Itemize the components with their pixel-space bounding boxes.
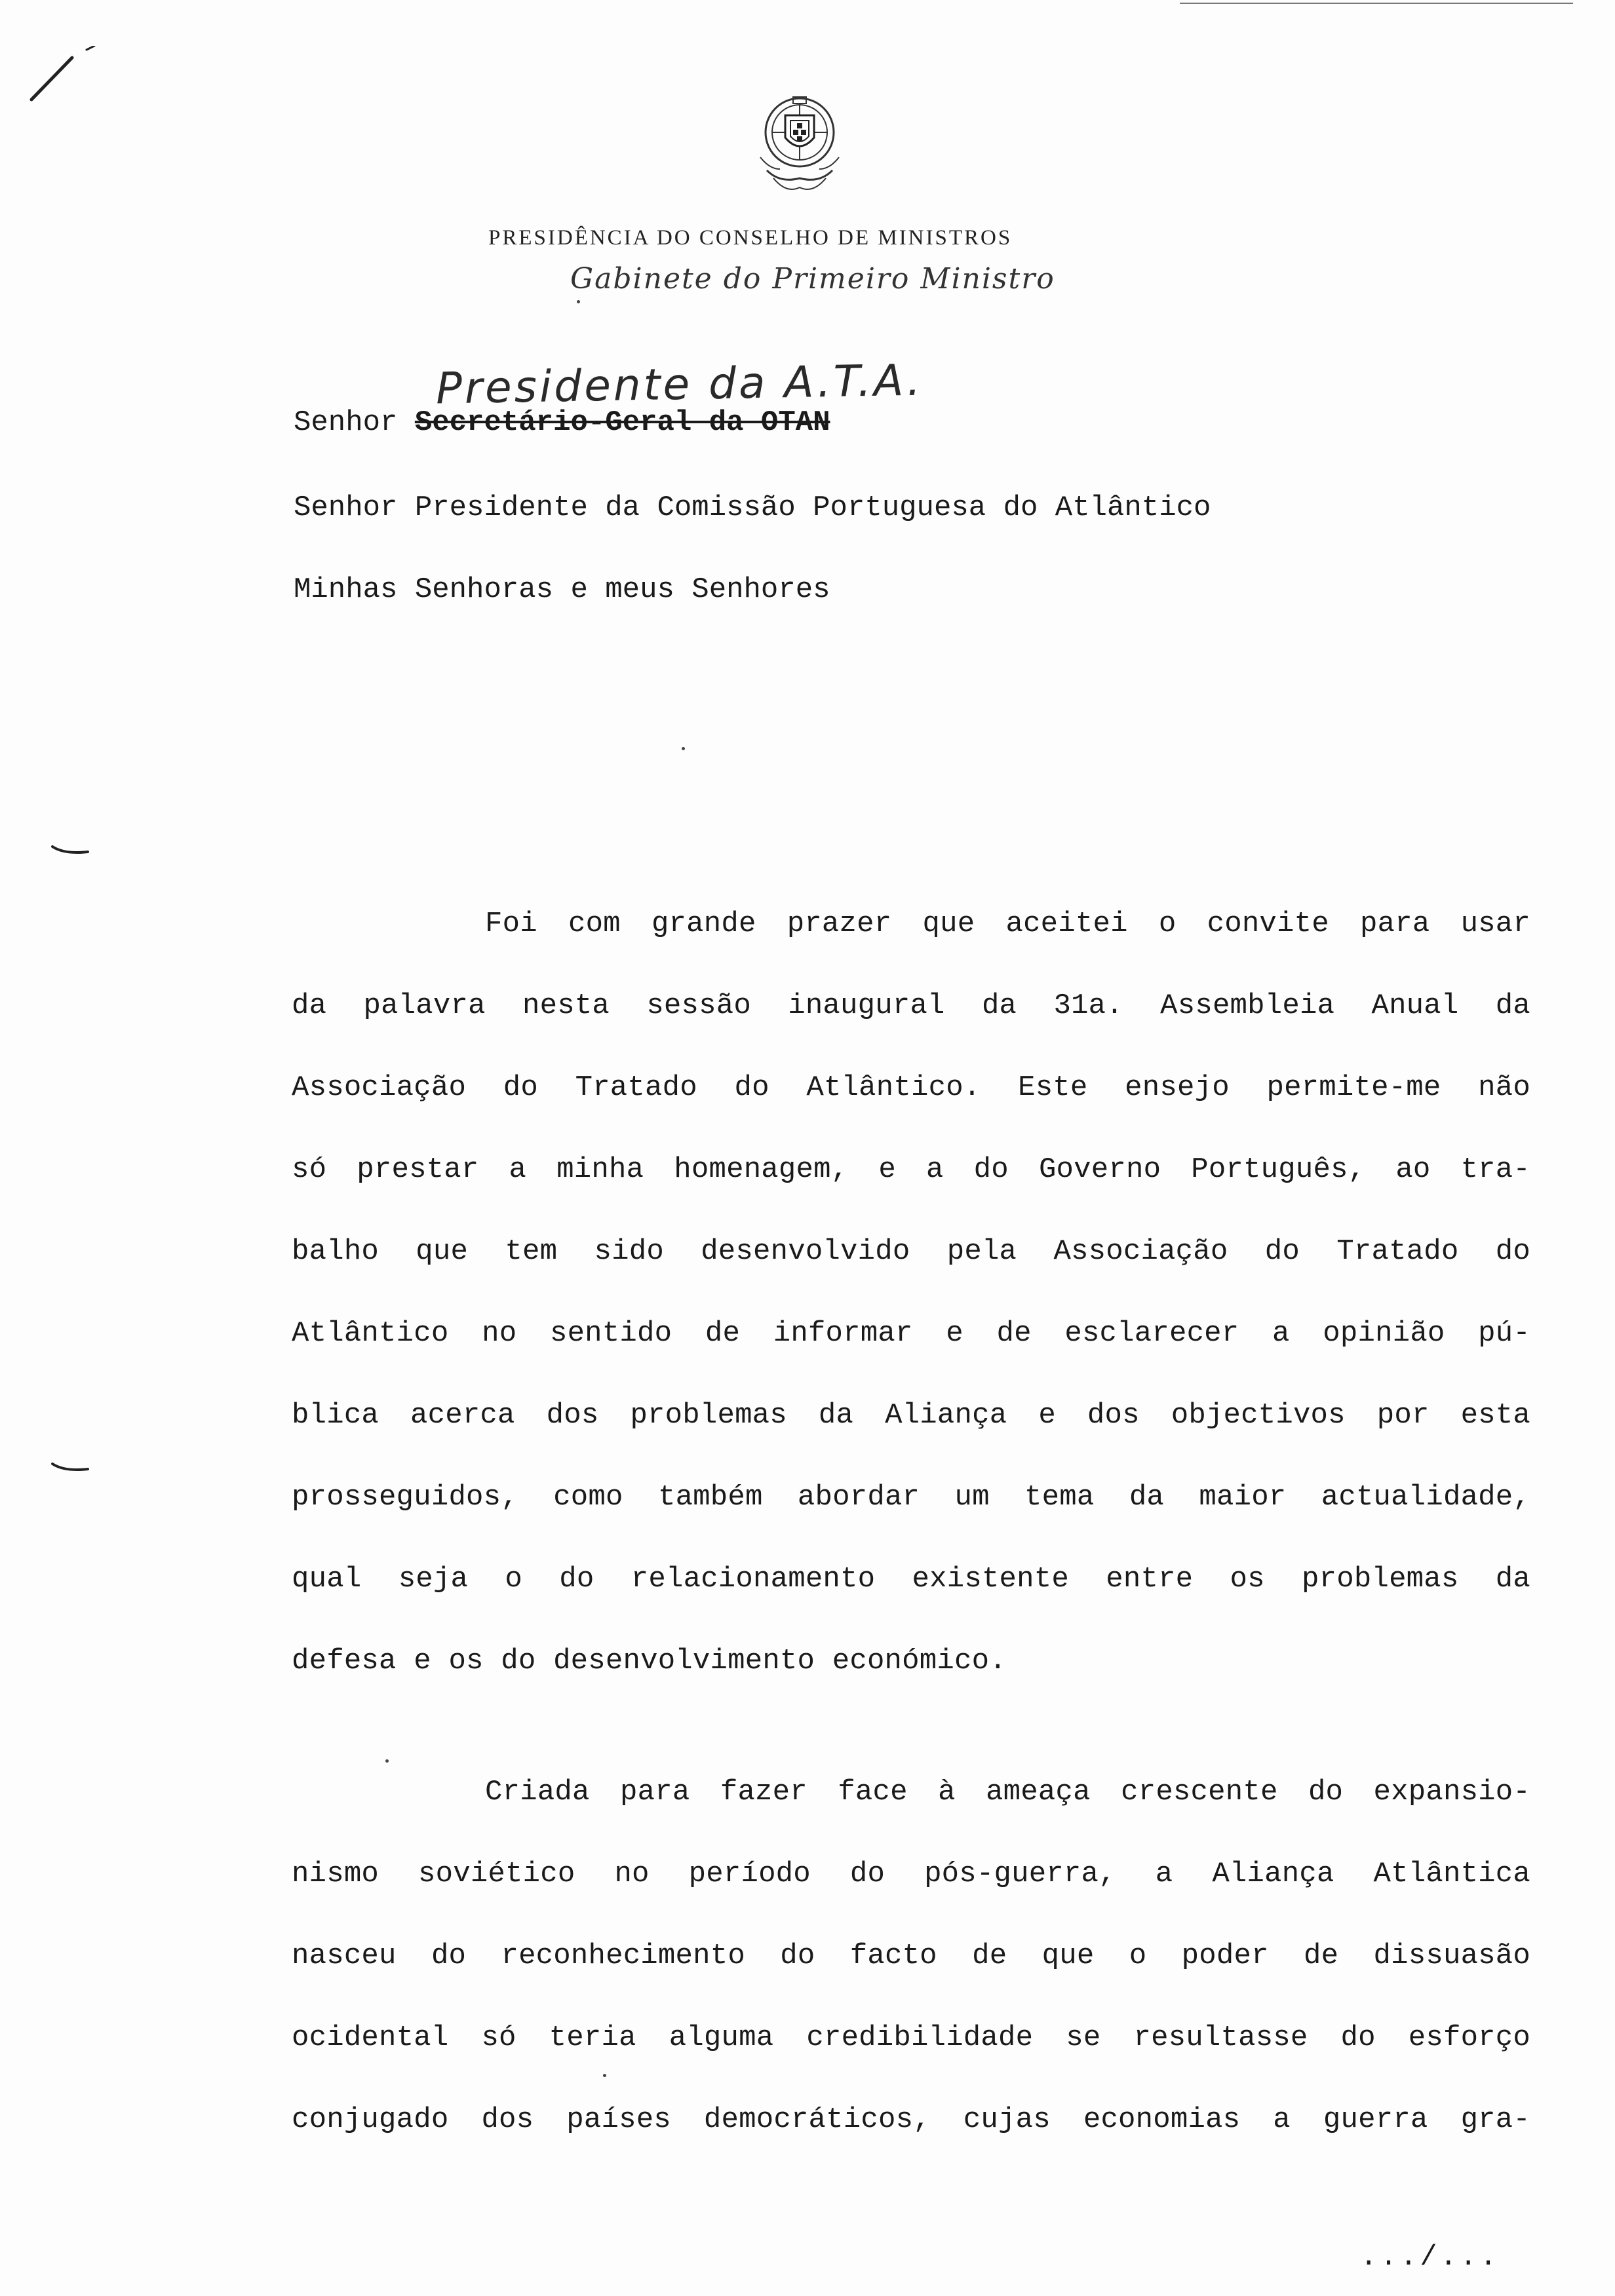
- office-heading: PRESIDÊNCIA DO CONSELHO DE MINISTROS: [488, 226, 1013, 250]
- salutation-prefix: Senhor: [294, 406, 398, 439]
- paragraph-line: conjugado dos países democráticos, cujas economias a guerra gra-: [292, 2103, 1530, 2136]
- coat-of-arms-icon: [741, 92, 859, 203]
- paragraph-line: prosseguidos, como também abordar um tema da maior actualidade,: [292, 1481, 1530, 1514]
- paragraph-line: da palavra nesta sessão inaugural da 31a. Assembleia Anual da: [292, 989, 1530, 1022]
- margin-slash-mark: [26, 46, 98, 105]
- salutation-line-2: Senhor Presidente da Comissão Portuguesa do Atlântico: [294, 491, 1211, 524]
- paragraph-line: blica acerca dos problemas da Aliança e dos objectivos por esta: [292, 1399, 1530, 1432]
- paragraph-line: defesa e os do desenvolvimento económico.: [292, 1645, 1007, 1677]
- salutation-line-3: Minhas Senhoras e meus Senhores: [294, 573, 830, 606]
- office-subheading: Gabinete do Primeiro Ministro: [570, 262, 1055, 296]
- paragraph-line: qual seja o do relacionamento existente entre os problemas da: [292, 1563, 1530, 1596]
- paragraph-line: Associação do Tratado do Atlântico. Este ensejo permite-me não: [292, 1071, 1530, 1104]
- scan-speck: [385, 1759, 389, 1763]
- scan-speck: [577, 300, 580, 303]
- page-continuation-mark: .../...: [1360, 2241, 1500, 2274]
- paragraph-line: Criada para fazer face à ameaça crescente do expansio-: [485, 1776, 1530, 1808]
- paragraph-line: balho que tem sido desenvolvido pela Associação do Tratado do: [292, 1235, 1530, 1268]
- paragraph-line: Foi com grande prazer que aceitei o convite para usar: [485, 908, 1530, 940]
- margin-tick-mark: [51, 1463, 90, 1473]
- paragraph-line: Atlântico no sentido de informar e de esclarecer a opinião pú-: [292, 1317, 1530, 1350]
- handwritten-correction: Presidente da A.T.A.: [435, 354, 924, 414]
- paragraph-line: só prestar a minha homenagem, e a do Governo Português, ao tra-: [292, 1153, 1530, 1186]
- salutation-line-1: [294, 406, 830, 439]
- struck-out-addressee: Secretário-Geral da OTAN: [414, 406, 830, 439]
- paragraph-line: nasceu do reconhecimento do facto de que o poder de dissuasão: [292, 1940, 1530, 1972]
- scan-speck: [682, 747, 685, 750]
- paragraph-line: ocidental só teria alguma credibilidade se resultasse do esforço: [292, 2021, 1530, 2054]
- margin-tick-mark: [51, 845, 90, 856]
- scan-speck: [603, 2074, 606, 2077]
- scan-edge-line: [1180, 3, 1573, 4]
- paragraph-line: nismo soviético no período do pós-guerra, a Aliança Atlântica: [292, 1858, 1530, 1890]
